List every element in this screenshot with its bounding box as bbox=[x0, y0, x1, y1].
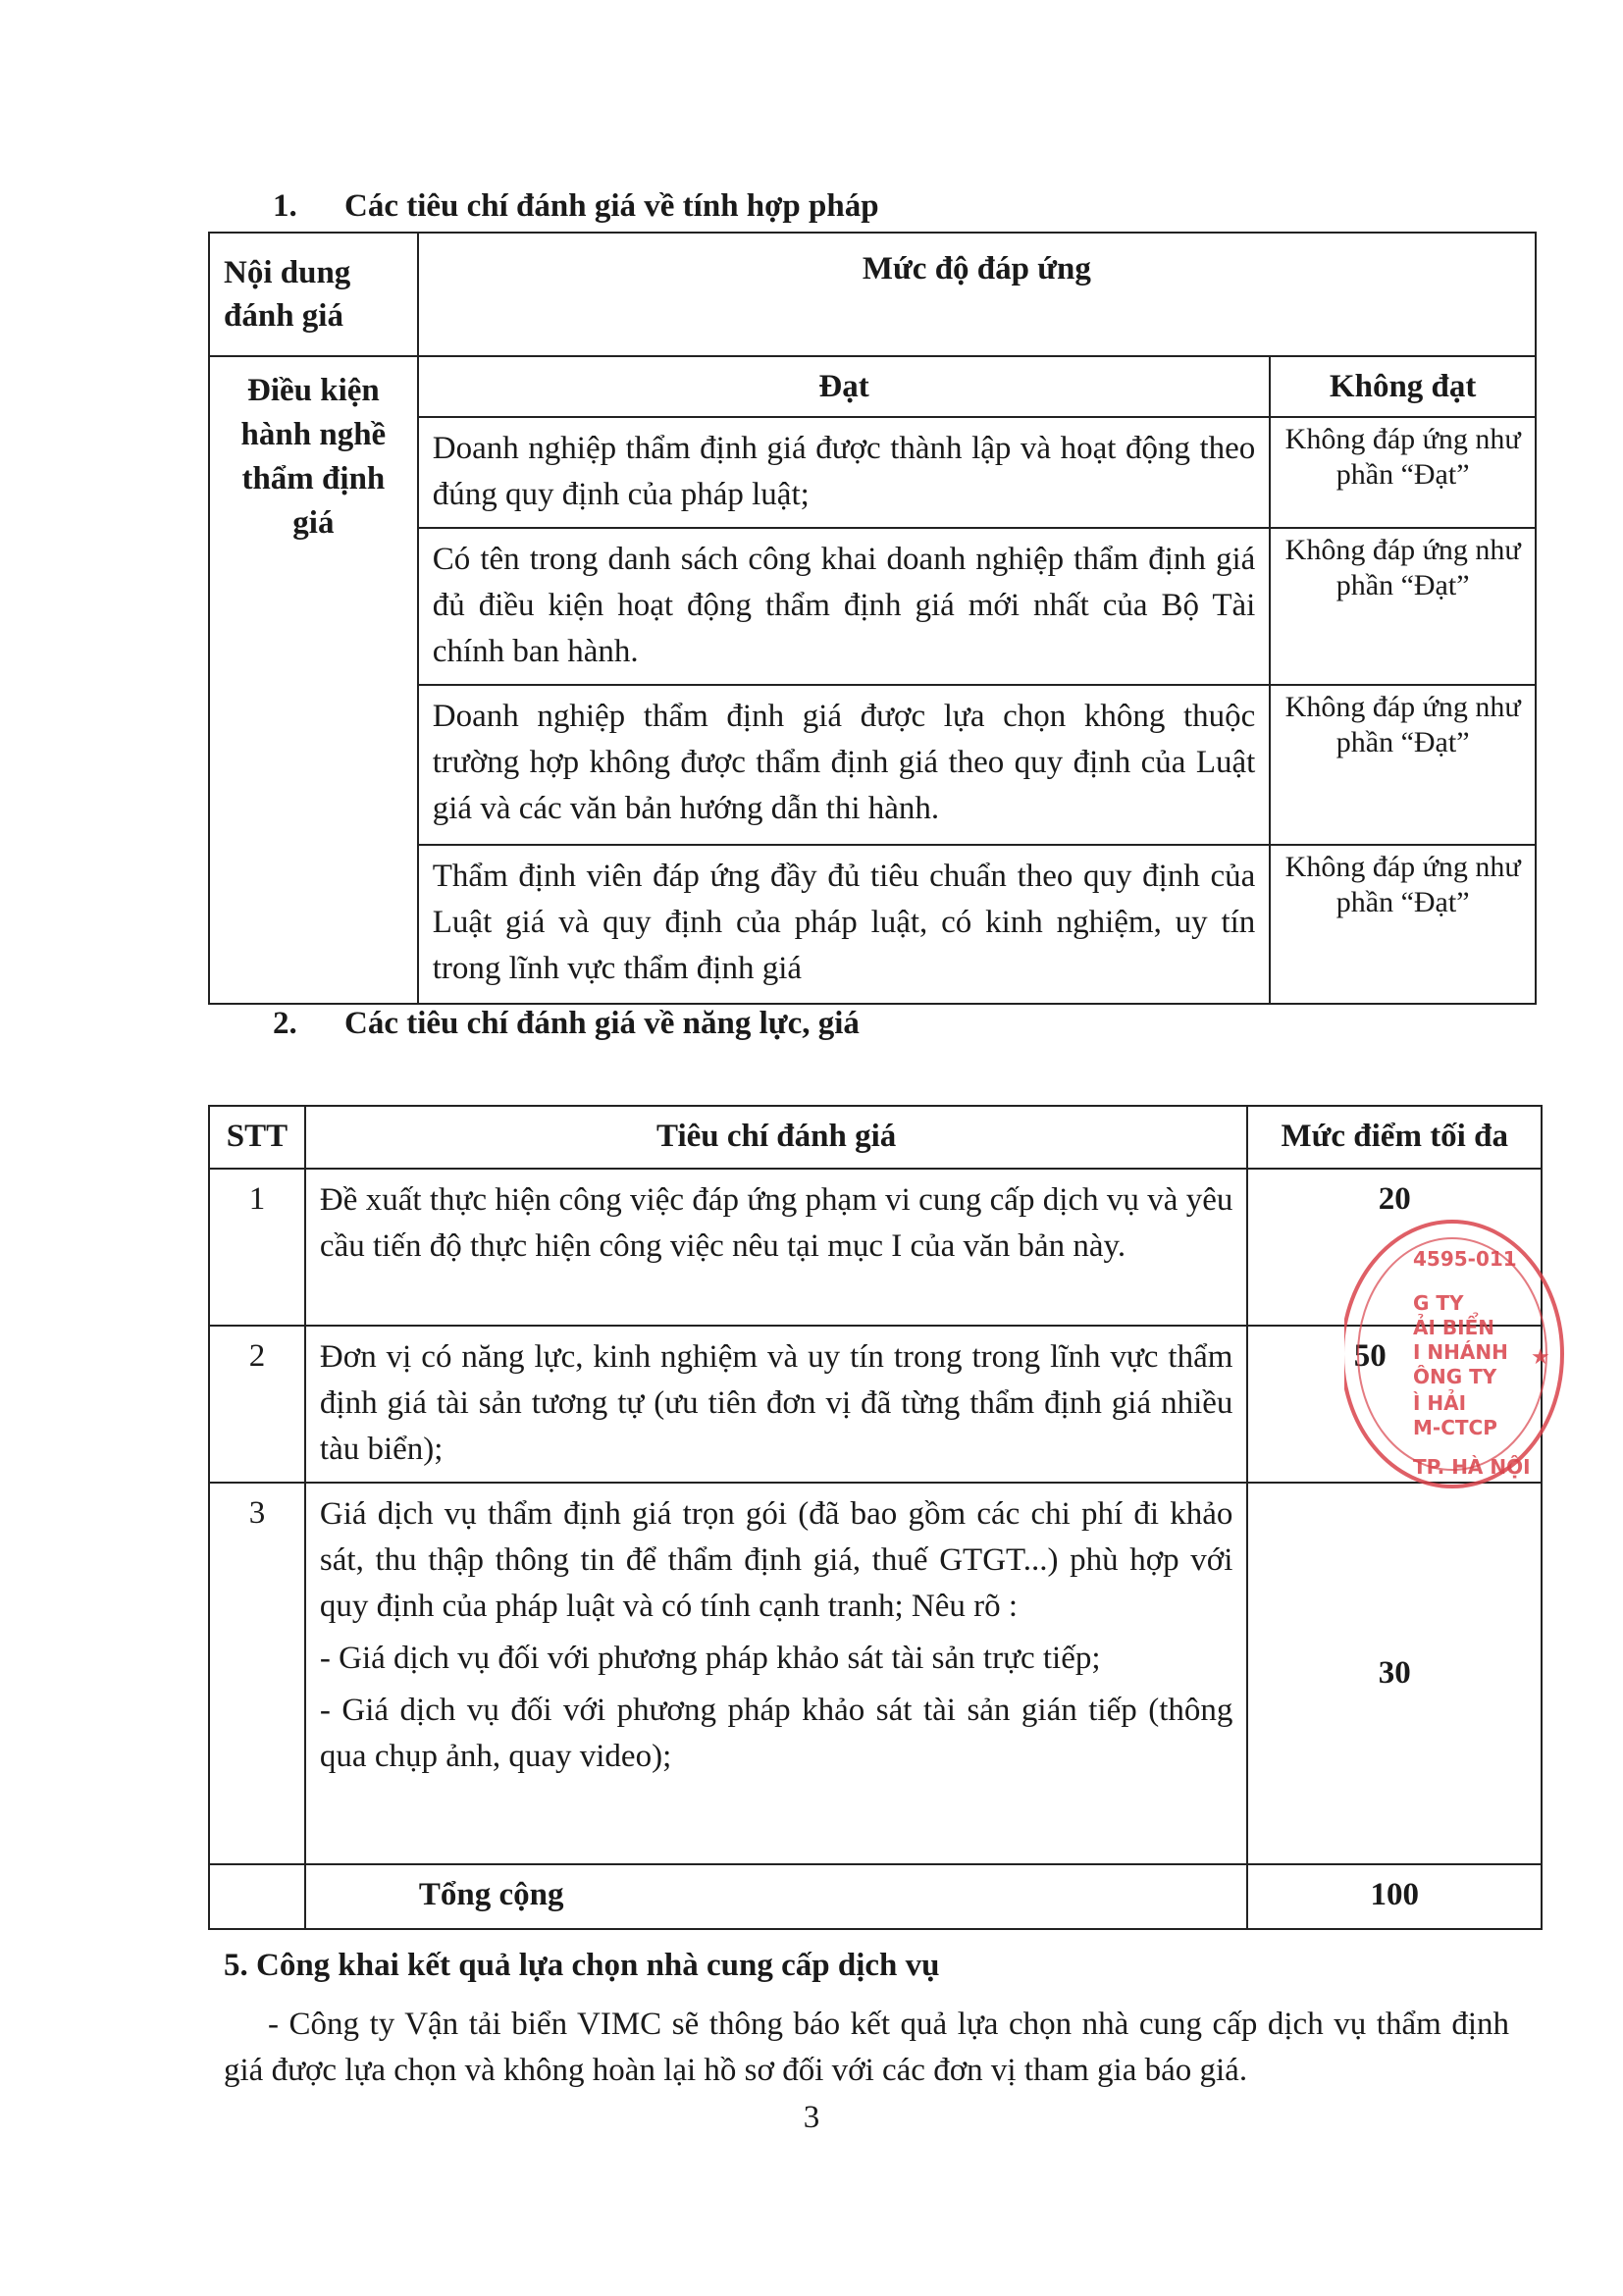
table-row bbox=[1270, 528, 1536, 685]
header-content-cell bbox=[209, 233, 418, 356]
stamp-text: M-CTCP bbox=[1413, 1416, 1497, 1439]
section1-title bbox=[273, 188, 879, 225]
table-row bbox=[1270, 845, 1536, 1004]
table-row bbox=[305, 1483, 1247, 1864]
sub-header-khong-dat-cell bbox=[1270, 356, 1536, 417]
table-row bbox=[1247, 1483, 1542, 1864]
table-row bbox=[418, 417, 1271, 528]
header-criteria: Tiêu chí đánh giá bbox=[656, 1119, 897, 1154]
table-row bbox=[1270, 685, 1536, 845]
page-number: 3 bbox=[803, 2100, 820, 2135]
table-row bbox=[418, 685, 1271, 845]
criterion-dat-text: Có tên trong danh sách công khai doanh nghiệp thẩm định giá đủ điều kiện hoạt động thẩm định giá mới nhất của Bộ Tài chính ban hành. bbox=[432, 542, 1256, 669]
header-criteria-cell bbox=[305, 1106, 1247, 1169]
criterion-khong-dat-text: Không đáp ứng như phần “Đạt” bbox=[1284, 423, 1521, 491]
table-row bbox=[418, 528, 1271, 685]
table-row bbox=[418, 845, 1271, 1004]
row-stt: 3 bbox=[248, 1495, 266, 1531]
table-row bbox=[209, 1326, 305, 1483]
section5-paragraph: - Công ty Vận tải biển VIMC sẽ thông báo kết quả lựa chọn nhà cung cấp dịch vụ thẩm định giá được lựa chọn và không hoàn lại hồ sơ đối với các đơn vị tham gia báo giá. bbox=[224, 2007, 1509, 2088]
header-content-label: Nội dung đánh giá bbox=[224, 255, 351, 334]
row-criteria: Giá dịch vụ thẩm định giá trọn gói (đã bao gồm các chi phí đi khảo sát, thu thập thông tin để thẩm định giá, thuế GTGT...) phù hợp với quy định của pháp luật và có tính cạnh tranh; Nêu rõ : bbox=[319, 1496, 1233, 1624]
section2-number: 2. bbox=[273, 1006, 297, 1041]
stamp-star-icon: ★ bbox=[1531, 1345, 1550, 1370]
section1-number: 1. bbox=[273, 188, 297, 224]
header-level-cell bbox=[418, 233, 1536, 356]
sub-header-dat: Đạt bbox=[818, 369, 869, 404]
condition-label-cell bbox=[209, 356, 418, 1004]
table-row bbox=[209, 1483, 305, 1864]
stamp-text: I NHÁNH bbox=[1413, 1340, 1508, 1364]
table-row bbox=[305, 1326, 1247, 1483]
row-stt: 2 bbox=[248, 1338, 266, 1374]
capacity-price-criteria-table bbox=[208, 1105, 1543, 1930]
section2-title bbox=[273, 1006, 860, 1042]
total-row bbox=[1247, 1864, 1542, 1929]
row-criteria: Đề xuất thực hiện công việc đáp ứng phạm vi cung cấp dịch vụ và yêu cầu tiến độ thực hiện công việc nêu tại mục I của văn bản này. bbox=[319, 1182, 1233, 1264]
total-row bbox=[209, 1864, 305, 1929]
legality-criteria-table bbox=[208, 232, 1537, 1005]
header-max-score: Mức điểm tối đa bbox=[1281, 1119, 1508, 1154]
stamp-text: TP. HÀ NỘI bbox=[1413, 1455, 1531, 1479]
table-row bbox=[305, 1169, 1247, 1326]
stamp-text: ÔNG TY bbox=[1413, 1365, 1497, 1388]
criterion-dat-text: Doanh nghiệp thẩm định giá được thành lập và hoạt động theo đúng quy định của pháp luật; bbox=[432, 431, 1256, 512]
stamp-text: ẢI BIỂN bbox=[1413, 1316, 1494, 1339]
section5-title: 5. Công khai kết quả lựa chọn nhà cung cấp dịch vụ bbox=[224, 1948, 940, 1983]
header-stt-cell bbox=[209, 1106, 305, 1169]
header-max-cell bbox=[1247, 1106, 1542, 1169]
header-stt: STT bbox=[226, 1119, 288, 1154]
row-criteria: Đơn vị có năng lực, kinh nghiệm và uy tín trong trong lĩnh vực thẩm định giá tài sản tương tự (ưu tiên đơn vị đã từng thẩm định giá nhiều tàu biển); bbox=[319, 1339, 1233, 1467]
company-seal-stamp bbox=[1344, 1217, 1570, 1501]
row-criteria-bullet: - Giá dịch vụ đối với phương pháp khảo sát tài sản gián tiếp (thông qua chụp ảnh, quay video); bbox=[319, 1693, 1233, 1774]
total-row bbox=[305, 1864, 1247, 1929]
total-label: Tổng cộng bbox=[418, 1877, 564, 1912]
table-row bbox=[1270, 417, 1536, 528]
criterion-dat-text: Thẩm định viên đáp ứng đầy đủ tiêu chuẩn theo quy định của Luật giá và quy định của pháp luật, có kinh nghiệm, uy tín trong lĩnh vực thẩm định giá bbox=[432, 859, 1256, 986]
section1-title-text: Các tiêu chí đánh giá về tính hợp pháp bbox=[344, 188, 879, 224]
condition-label: Điều kiện hành nghề thẩm định giá bbox=[240, 373, 387, 541]
criterion-khong-dat-text: Không đáp ứng như phần “Đạt” bbox=[1284, 534, 1521, 601]
criterion-khong-dat-text: Không đáp ứng như phần “Đạt” bbox=[1284, 851, 1521, 918]
sub-header-khong-dat: Không đạt bbox=[1329, 369, 1477, 404]
sub-header-dat-cell bbox=[418, 356, 1271, 417]
criterion-khong-dat-text: Không đáp ứng như phần “Đạt” bbox=[1284, 691, 1521, 758]
criterion-dat-text: Doanh nghiệp thẩm định giá được lựa chọn không thuộc trường hợp không được thẩm định giá theo quy định của Luật giá và các văn bản hướng dẫn thi hành. bbox=[432, 699, 1256, 826]
stamp-text: G TY bbox=[1413, 1291, 1464, 1315]
row-max-score: 30 bbox=[1378, 1655, 1411, 1691]
section2-title-text: Các tiêu chí đánh giá về năng lực, giá bbox=[344, 1006, 860, 1041]
row-max-score: 50 bbox=[1353, 1338, 1387, 1374]
row-criteria-bullet: - Giá dịch vụ đối với phương pháp khảo sát tài sản trực tiếp; bbox=[319, 1641, 1101, 1676]
stamp-text: Ì HẢI bbox=[1413, 1391, 1467, 1415]
table-row bbox=[209, 1169, 305, 1326]
total-value: 100 bbox=[1370, 1877, 1419, 1912]
stamp-text: 4595-011 bbox=[1413, 1247, 1517, 1271]
row-max-score: 20 bbox=[1378, 1181, 1411, 1217]
row-stt: 1 bbox=[248, 1181, 266, 1217]
header-level-label: Mức độ đáp ứng bbox=[862, 251, 1091, 287]
